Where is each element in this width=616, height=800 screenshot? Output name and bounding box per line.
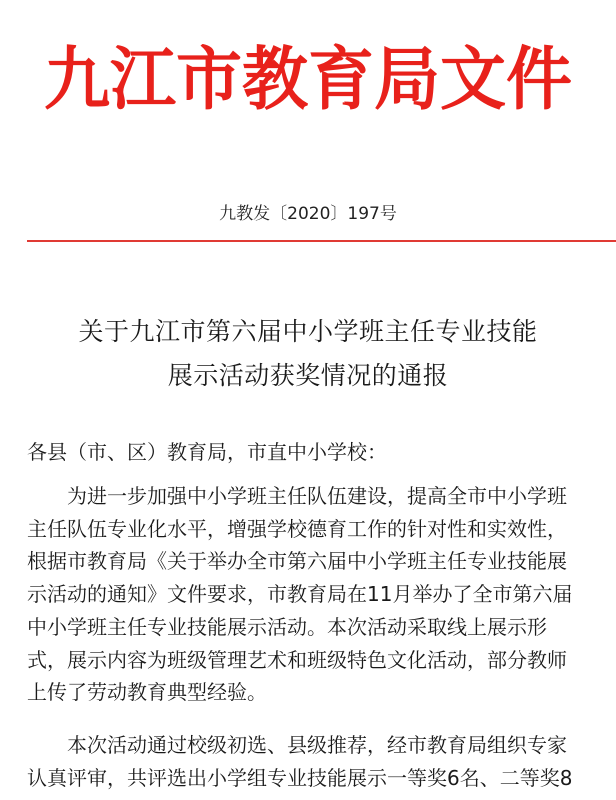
paragraph-1-line: 式，展示内容为班级管理艺术和班级特色文化活动，部分教师 bbox=[27, 648, 567, 672]
document-header-title: 九江市教育局文件 bbox=[44, 39, 572, 120]
paragraph-1-line: 为进一步加强中小学班主任队伍建设，提高全市中小学班 bbox=[67, 484, 567, 508]
paragraph-1-line: 根据市教育局《关于举办全市第六届中小学班主任专业技能展 bbox=[27, 549, 567, 573]
header-divider-line bbox=[27, 240, 616, 242]
document-number: 九教发〔2020〕197号 bbox=[219, 204, 397, 224]
paragraph-1-line: 示活动的通知》文件要求，市教育局在11月举办了全市第六届 bbox=[27, 582, 573, 606]
paragraph-2-line: 认真评审，共评选出小学组专业技能展示一等奖6名、二等奖8 bbox=[27, 766, 573, 790]
subject-title-line-2: 展示活动获奖情况的通报 bbox=[167, 361, 449, 390]
paragraph-1-line: 中小学班主任专业技能展示活动。本次活动采取线上展示形 bbox=[27, 615, 547, 639]
paragraph-1-line: 主任队伍专业化水平，增强学校德育工作的针对性和实效性， bbox=[27, 517, 567, 541]
paragraph-2-line: 本次活动通过校级初选、县级推荐，经市教育局组织专家 bbox=[67, 733, 567, 757]
paragraph-1-line: 上传了劳动教育典型经验。 bbox=[27, 680, 267, 704]
salutation: 各县（市、区）教育局，市直中小学校： bbox=[27, 440, 387, 464]
subject-title-line-1: 关于九江市第六届中小学班主任专业技能 bbox=[78, 317, 538, 346]
